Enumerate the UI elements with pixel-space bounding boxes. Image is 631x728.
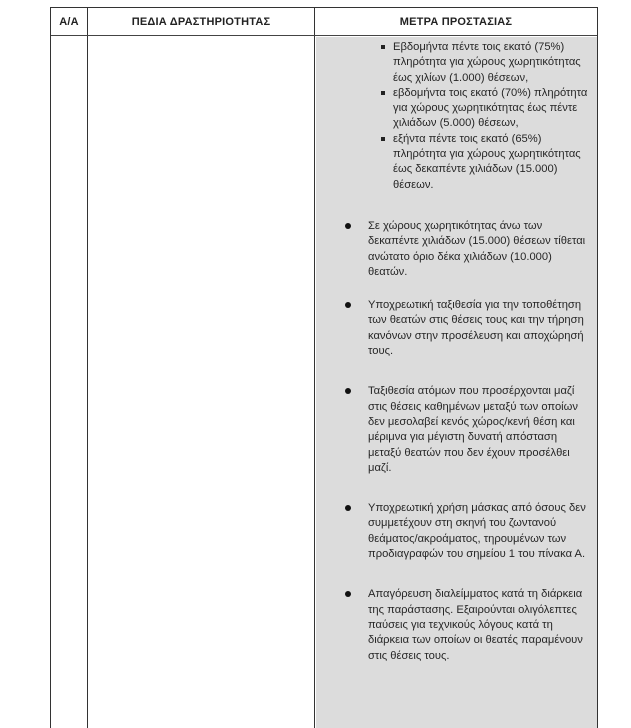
measure-text: Υποχρεωτική χρήση μάσκας από όσους δεν συμμετέχουν στη σκηνή του ζωντανού θεάματος/ακροάματος, τηρουμένων των προδιαγραφών του σημείου 1 του πίνακα Α. [368, 502, 586, 560]
measure-text: Σε χώρους χωρητικότητας άνω των δεκαπέντε χιλιάδων (15.000) θέσεων τίθεται ανώτατο όριο δέκα χιλιάδων (10.000) θεατών. [368, 220, 585, 278]
sub-item-text: εβδομήντα τοις εκατό (70%) πληρότητα για χώρους χωρητικότητας έως πέντε χιλιάδων (5.000) θέσεων, [393, 87, 587, 130]
bullet-icon [345, 388, 351, 394]
measures-cell [315, 37, 597, 664]
header-activity-fields: ΠΕΔΙΑ ΔΡΑΣΤΗΡΙΟΤΗΤΑΣ [88, 8, 314, 35]
measure-item [315, 587, 597, 663]
sub-list-item [315, 40, 597, 86]
bullet-icon [345, 223, 351, 229]
bullet-icon [345, 505, 351, 511]
sub-list-item [315, 132, 597, 193]
sub-list-item [315, 86, 597, 132]
measure-text: Απαγόρευση διαλείμματος κατά τη διάρκεια της παράστασης. Εξαιρούνται ολιγόλεπτες παύσεις για τεχνικούς λόγους κατά τη διάρκεια των οποίων οι θεατές παραμένουν στις θέσεις τους. [368, 588, 583, 661]
bullet-icon [345, 302, 351, 308]
header-protection-measures: ΜΕΤΡΑ ΠΡΟΣΤΑΣΙΑΣ [315, 8, 597, 35]
square-bullet-icon [381, 91, 385, 95]
header-index: Α/Α [51, 8, 87, 35]
measure-text: Υποχρεωτική ταξιθεσία για την τοποθέτηση των θεατών στις θέσεις τους και την τήρηση κανόνων στην προσέλευση και αποχώρησή τους. [368, 299, 584, 357]
measure-text: Ταξιθεσία ατόμων που προσέρχονται μαζί στις θέσεις καθημένων μεταξύ των οποίων δεν μεσολαβεί κενός χώρος/κενή θέση και μέριμνα για μέγιστη δυνατή απόσταση μεταξύ θεατών που δεν έχουν προσέλθει μαζί. [368, 385, 578, 473]
column-divider [87, 8, 88, 728]
sub-item-text: Εβδομήντα πέντε τοις εκατό (75%) πληρότητα για χώρους χωρητικότητας έως χιλίων (1.000) θέσεων, [393, 41, 581, 84]
measure-item [315, 384, 597, 476]
bullet-icon [345, 591, 351, 597]
sub-item-text: εξήντα πέντε τοις εκατό (65%) πληρότητα για χώρους χωρητικότητας έως δεκαπέντε χιλιάδων (15.000) θέσεων. [393, 133, 581, 191]
header-divider [51, 35, 597, 36]
square-bullet-icon [381, 137, 385, 141]
square-bullet-icon [381, 45, 385, 49]
measure-item [315, 219, 597, 280]
measure-item [315, 298, 597, 359]
protection-measures-table [50, 7, 598, 728]
measure-item [315, 501, 597, 562]
